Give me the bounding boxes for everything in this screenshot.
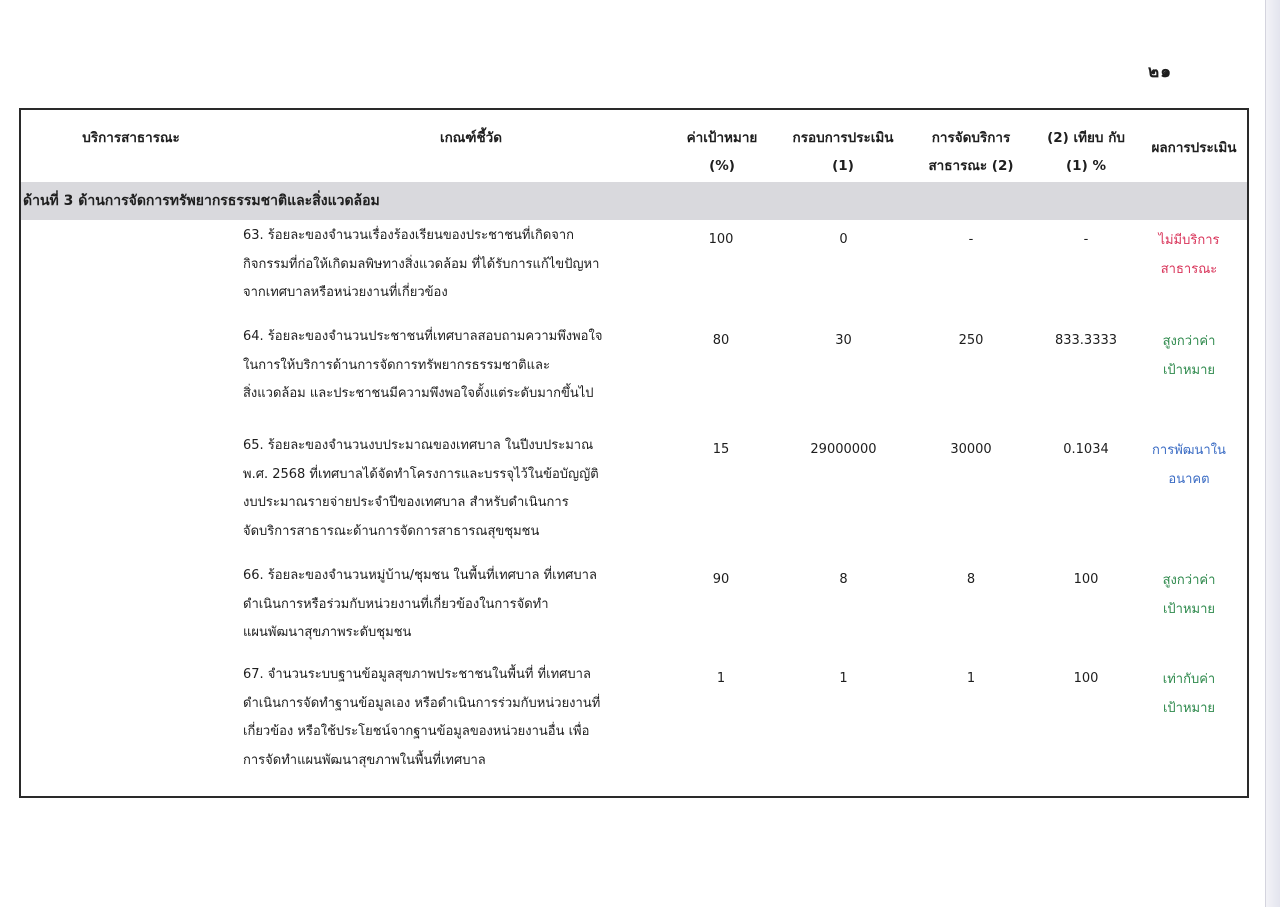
indicator-line: ในการให้บริการด้านการจัดการทรัพยากรธรรมชาติและ [243, 357, 550, 373]
header-frame-line1: กรอบการประเมิน [792, 130, 894, 146]
target-value: 1 [716, 671, 726, 686]
frame-value: 8 [839, 572, 848, 587]
header-compare-line1: (2) เทียบ กับ [1047, 130, 1125, 146]
result-line: เป้าหมาย [1162, 602, 1216, 617]
indicator-text [243, 222, 668, 308]
indicator-line: จากเทศบาลหรือหน่วยงานที่เกี่ยวข้อง [243, 285, 448, 300]
header-target-line1: ค่าเป้าหมาย [686, 130, 758, 146]
indicator-line: สิ่งแวดล้อม และประชาชนมีความพึงพอใจตั้งแต่ระดับมากขึ้นไป [243, 386, 594, 401]
indicator-line: งบประมาณรายจ่ายประจำปีของเทศบาล สำหรับดำเนินการ [243, 495, 569, 510]
indicator-line: 65. ร้อยละของจำนวนงบประมาณของเทศบาล ในปีงบประมาณ [243, 438, 594, 453]
target-value: 100 [708, 232, 734, 247]
target-value: 15 [712, 442, 730, 457]
result-status [1139, 436, 1239, 494]
compare-value: 0.1034 [1063, 442, 1109, 457]
section-title: ด้านที่ 3 ด้านการจัดการทรัพยากรธรรมชาติและสิ่งแวดล้อม [23, 193, 380, 209]
header-provision-line1: การจัดบริการ [931, 130, 1011, 146]
table-header [21, 110, 1247, 182]
provision-value: 30000 [950, 442, 992, 457]
indicator-line: การจัดทำแผนพัฒนาสุขภาพในพื้นที่เทศบาล [243, 752, 486, 768]
frame-value: 0 [839, 232, 848, 247]
frame-value: 29000000 [810, 442, 877, 457]
header-frame [778, 124, 908, 180]
indicator-line: พ.ศ. 2568 ที่เทศบาลได้จัดทำโครงการและบรรจุไว้ในข้อบัญญัติ [243, 466, 599, 482]
result-status [1139, 226, 1239, 284]
header-compare [1031, 124, 1141, 180]
header-target-line2: (%) [709, 158, 735, 174]
result-status [1139, 566, 1239, 624]
provision-value: 250 [958, 333, 984, 348]
indicator-line: กิจกรรมที่ก่อให้เกิดมลพิษทางสิ่งแวดล้อม ที่ได้รับการแก้ไขปัญหา [243, 256, 600, 272]
section-band [21, 182, 1247, 220]
indicator-line: จัดบริการสาธารณะด้านการจัดการสาธารณสุขชุมชน [243, 523, 540, 539]
header-provision [911, 124, 1031, 180]
frame-value: 30 [835, 333, 852, 348]
indicator-line: ดำเนินการจัดทำฐานข้อมูลเอง หรือดำเนินการร่วมกับหน่วยงานที่ [243, 695, 601, 711]
table-row [21, 432, 1247, 556]
provision-value: 8 [966, 572, 976, 587]
compare-value: 100 [1073, 671, 1099, 686]
result-line: ไม่มีบริการ [1158, 233, 1220, 248]
provision-value: 1 [966, 671, 976, 686]
table-row [21, 222, 1247, 316]
result-status [1139, 327, 1239, 385]
table-row [21, 562, 1247, 656]
page-number: ๒๑ [1148, 62, 1172, 82]
target-value: 90 [712, 572, 730, 587]
header-compare-line2: (1) % [1066, 158, 1106, 174]
header-service-label: บริการสาธารณะ [82, 130, 180, 146]
indicator-line: 67. จำนวนระบบฐานข้อมูลสุขภาพประชาชนในพื้นที่ ที่เทศบาล [243, 667, 591, 682]
indicator-line: เกี่ยวข้อง หรือใช้ประโยชน์จากฐานข้อมูลของหน่วยงานอื่น เพื่อ [243, 724, 590, 739]
indicator-line: 64. ร้อยละของจำนวนประชาชนที่เทศบาลสอบถามความพึงพอใจ [243, 329, 603, 344]
indicator-line: 66. ร้อยละของจำนวนหมู่บ้าน/ชุมชน ในพื้นที่เทศบาล ที่เทศบาล [243, 568, 597, 583]
result-line: สาธารณะ [1160, 262, 1218, 277]
header-indicator-label: เกณฑ์ชี้วัด [439, 130, 503, 146]
provision-value: - [968, 232, 974, 247]
result-line: การพัฒนาใน [1152, 443, 1226, 458]
header-indicator [321, 124, 621, 152]
header-result [1141, 134, 1247, 162]
compare-value: 100 [1073, 572, 1099, 587]
frame-value: 1 [839, 671, 848, 686]
page-edge [1265, 0, 1280, 907]
indicator-line: ดำเนินการหรือร่วมกับหน่วยงานที่เกี่ยวข้องในการจัดทำ [243, 596, 549, 612]
indicator-line: 63. ร้อยละของจำนวนเรื่องร้องเรียนของประชาชนที่เกิดจาก [243, 228, 575, 243]
header-frame-line2: (1) [832, 158, 854, 174]
target-value: 80 [712, 333, 730, 348]
compare-value: 833.3333 [1054, 333, 1118, 348]
compare-value: - [1083, 232, 1089, 247]
indicator-line: แผนพัฒนาสุขภาพระดับชุมชน [243, 625, 412, 640]
result-line: อนาคต [1168, 472, 1210, 487]
result-line: สูงกว่าค่า [1162, 573, 1216, 588]
header-result-label: ผลการประเมิน [1151, 140, 1237, 156]
header-target [666, 124, 778, 180]
indicator-text [243, 432, 668, 546]
result-line: เป้าหมาย [1162, 363, 1216, 378]
result-line: เท่ากับค่า [1162, 672, 1216, 687]
result-line: เป้าหมาย [1162, 701, 1216, 716]
header-provision-line2: สาธารณะ (2) [928, 158, 1014, 174]
header-service [41, 124, 221, 152]
table-row [21, 661, 1247, 785]
indicator-text [243, 323, 668, 409]
evaluation-table [19, 108, 1249, 798]
result-line: สูงกว่าค่า [1162, 334, 1216, 349]
result-status [1139, 665, 1239, 723]
indicator-text [243, 562, 668, 648]
indicator-text [243, 661, 668, 775]
table-row [21, 323, 1247, 427]
